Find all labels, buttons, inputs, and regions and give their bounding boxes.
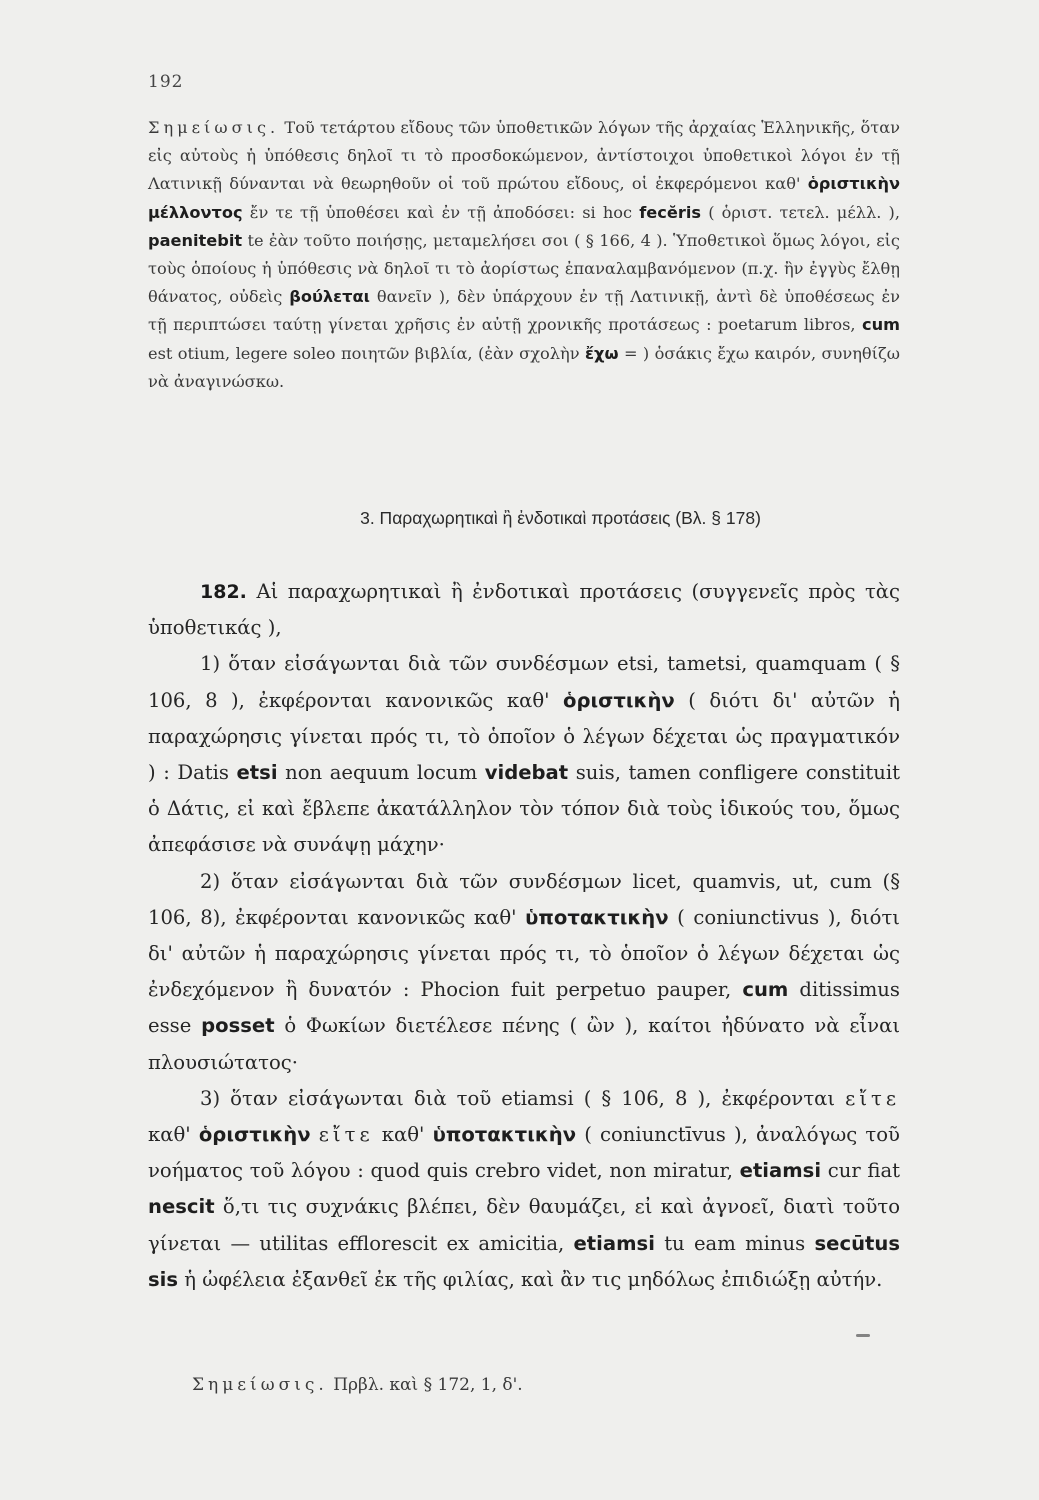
item-bold-run: etsi (236, 761, 278, 785)
paragraph-number: 182. (200, 581, 247, 603)
note-bold-run: βούλεται (289, 287, 370, 307)
item-text-run: ἡ ὠφέλεια ἐξανθεῖ ἐκ τῆς φιλίας, καὶ ἂν τις μηδόλως ἐπιδιώξῃ αὐτήν. (184, 1267, 883, 1291)
item-bold-run: etiamsi (573, 1231, 655, 1255)
item-bold-run: cum (742, 978, 789, 1002)
note-bold-run: fecĕris (639, 202, 702, 222)
item-bold-run: nescit (148, 1195, 215, 1219)
closing-note (192, 1375, 523, 1395)
item-text-run: ditissimus esse (148, 978, 900, 1038)
item-text-run: suis, tamen confligere constituit ὁ Δάτις, εἰ καὶ ἔβλεπε ἀκατάλληλον τὸν τόπον διὰ τοὺς ἰδικούς του, ὅμως ἀπεφάσισε νὰ συνάψῃ μάχην· (148, 761, 900, 857)
item-bold-run: videbat (484, 761, 569, 785)
section-heading: 3. Παραχωρητικαὶ ἢ ἐνδοτικαὶ προτάσεις (Βλ. § 178) (360, 508, 761, 528)
note-text-run: te ἐὰν τοῦτο ποιήσῃς, μεταμελήσει σοι ( § 166, 4 ). Ὑποθετικοὶ ὅμως λόγοι, εἰς τοὺς ὁποίους ἡ ὑπόθεσις νὰ δηλοῖ τι τὸ ἀορίστως ἐπαναλαμβανόμενον (π.χ. ἢν ἐγγὺς ἔλθῃ θάνατος, οὐδεὶς (148, 230, 900, 307)
item-bold-run: ὑποτακτικὴν (525, 905, 669, 929)
note-label: Σημείωσις. (148, 118, 280, 137)
page-number: 192 (148, 72, 184, 92)
section-body (148, 574, 900, 1298)
item-spaced-run: εἴτε (845, 1086, 900, 1110)
note-text-run: ἔν τε τῇ ὑποθέσει καὶ ἐν τῇ ἀποδόσει: si hoc (249, 202, 633, 222)
note-text-run: θανεῖν ), δὲν ὑπάρχουν ἐν τῇ Λατινικῇ, ἀντὶ δὲ ὑποθέσεως ἐν τῇ περιπτώσει ταύτῃ γίνεται χρῆσις ἐν αὐτῇ χρονικῆς προτάσεως : poetarum libros, (148, 287, 900, 335)
ink-mark (856, 1334, 870, 1337)
list-item-3 (148, 1081, 900, 1298)
item-bold-run: ὁριστικὴν (198, 1123, 311, 1147)
item-bold-run: posset (201, 1014, 275, 1038)
item-bold-run: ὑποτακτικὴν (432, 1123, 577, 1147)
note-bold-run: ὁριστικὴν μέλλοντος (148, 174, 900, 222)
section-intro (148, 574, 900, 646)
item-text-run: tu eam minus (664, 1231, 806, 1255)
note-bold-run: paenitebit (148, 230, 243, 250)
item-text-run: 1) ὅταν εἰσάγωνται διὰ τῶν συνδέσμων etsi, tametsi, quamquam ( § 106, 8 ), ἐκφέρονται κανονικῶς καθ' (148, 652, 900, 712)
item-text-run: ὁ Φωκίων διετέλεσε πένης ( ὢν ), καίτοι ἠδύνατο νὰ εἶναι πλουσιώτατος· (148, 1014, 901, 1074)
note-paragraph (148, 114, 900, 396)
item-text-run: καθ' (148, 1123, 191, 1147)
item-text-run: ὅ,τι τις συχνάκις βλέπει, δὲν θαυμάζει, εἰ καὶ ἀγνοεῖ, διατὶ τοῦτο γίνεται — utilitas efflorescit ex amicitia, (148, 1195, 900, 1255)
item-spaced-run: εἴτε (318, 1123, 374, 1147)
item-bold-run: secūtus sis (148, 1231, 900, 1291)
item-text-run: 3) ὅταν εἰσάγωνται διὰ τοῦ etiamsi ( § 106, 8 ), ἐκφέρονται (200, 1086, 836, 1110)
item-text-run: non aequum locum (285, 761, 478, 785)
note-text-run: = ) ὁσάκις ἔχω καιρόν, συνηθίζω νὰ ἀναγινώσκω. (148, 343, 900, 391)
item-text-run: ( coniunctīvus ), ἀναλόγως τοῦ νοήματος τοῦ λόγου : quod quis crebro videt, non miratur, (148, 1123, 900, 1183)
note-text-run: Τοῦ τετάρτου εἴδους τῶν ὑποθετικῶν λόγων τῆς ἀρχαίας Ἑλληνικῆς, ὅταν εἰς αὐτοὺς ἡ ὑπόθεσις δηλοῖ τι τὸ προσδοκώμενον, ἀντίστοιχοι ὑποθετικοὶ λόγοι ἐν τῇ Λατινικῇ δύνανται νὰ θεωρηθοῦν οἱ τοῦ πρώτου εἴδους, οἱ ἐκφερόμενοι καθ' (148, 118, 900, 194)
intro-text: Αἱ παραχωρητικαὶ ἢ ἐνδοτικαὶ προτάσεις (συγγενεῖς πρὸς τὰς ὑποθετικάς ), (148, 580, 900, 640)
note-label: Σημείωσις. (192, 1375, 328, 1395)
note-text-run: ( ὁριστ. τετελ. μέλλ. ), (708, 202, 900, 222)
item-text-run: ( διότι δι' αὐτῶν ἡ παραχώρησις γίνεται πρός τι, τὸ ὁποῖον ὁ λέγων δέχεται ὡς πραγματικόν ) : Datis (148, 688, 900, 785)
list-item-2 (148, 864, 900, 1081)
note-bold-run: cum (862, 315, 900, 335)
list-item-1 (148, 646, 900, 863)
item-bold-run: etiamsi (739, 1159, 822, 1183)
note-bold-run: ἔχω (585, 343, 619, 363)
item-text-run: 2) ὅταν εἰσάγωνται διὰ τῶν συνδέσμων licet, quamvis, ut, cum (§ 106, 8), ἐκφέρονται κανονικῶς καθ' (148, 869, 900, 929)
item-bold-run: ὁριστικὴν (563, 688, 675, 712)
note-text (148, 114, 900, 396)
item-text-run: καθ' (381, 1123, 425, 1147)
note-text: Πρβλ. καὶ § 172, 1, δ'. (333, 1375, 523, 1395)
note-text-run: est otium, legere soleo ποιητῶν βιβλία, (ἐὰν σχολὴν (148, 343, 580, 363)
item-text-run: cur fiat (827, 1159, 900, 1183)
item-text-run: ( coniunctivus ), διότι δι' αὐτῶν ἡ παραχώρησις γίνεται πρός τι, τὸ ὁποῖον ὁ λέγων δέχεται ὡς ἐνδεχόμενον ἢ δυνατόν : Phocion fuit perpetuo pauper, (148, 905, 900, 1002)
